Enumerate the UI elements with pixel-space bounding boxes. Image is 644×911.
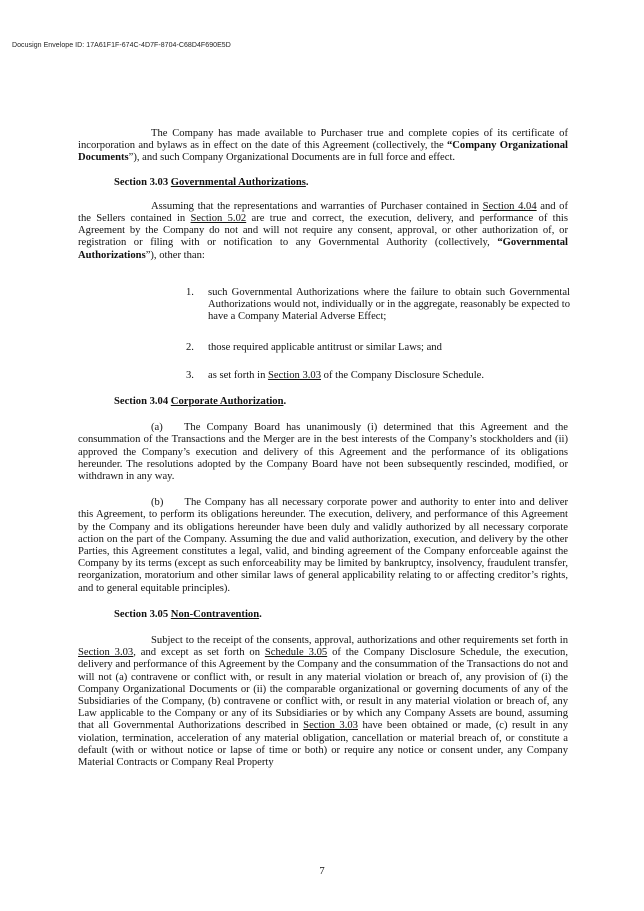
text-run: The Company has made available to Purchaser true and complete copies of its certificate of incorporation and bylaws as in effect on the date of this Agreement (collectively, the (78, 128, 568, 152)
text-run: are true and correct, the execution, delivery, and performance of this Agreement by the Company do not and will not require any consent, approval, or other authorization of, or registration or filing with or notification to any Governmental Authority (collectively, (78, 213, 568, 249)
text-run: , and except as set forth on (133, 647, 265, 659)
text-run: Assuming that the representations and warranties of Purchaser contained in (151, 200, 483, 212)
paragraph-non-contravention (78, 635, 568, 769)
list-number: 3. (186, 370, 194, 381)
list-number: 1. (186, 287, 194, 298)
defined-term: “Company Organizational Documents (78, 140, 568, 164)
text-run: . (283, 396, 287, 407)
paragraph-3-04-a: (a) The Company Board has unanimously (i) determined that this Agreement and the consummation of the Transactions and the Merger are in the best interests of the Company’s stockholders and (ii) approved the Company’s execution and delivery of this Agreement and the performance of its obligations hereunder. The resolutions adopted by the Company Board have not been subsequently rescinded, modified, or withdrawn in any way. (78, 422, 568, 483)
section-number: Section 3.04 (114, 396, 171, 407)
text-run: Subject to the receipt of the consents, approval, authorizations and other requirements set forth in (151, 635, 568, 647)
cross-reference: Section 3.03 (78, 647, 134, 659)
section-3-05-heading (78, 609, 568, 621)
text-run: ”), other than: (145, 249, 205, 261)
text-run: . (259, 608, 262, 620)
list-text: such Governmental Authorizations where the failure to obtain such Governmental Authorizations would not, individually or in the aggregate, reasonably be expected to have a Company Material Adverse Effect; (208, 287, 570, 323)
docusign-envelope-id: Docusign Envelope ID: 17A61F1F-674C-4D7F-8704-C68D4F690E5D (12, 42, 231, 49)
section-3-04-heading (78, 396, 568, 408)
paragraph-organizational-documents (78, 128, 568, 165)
list-item (186, 287, 570, 324)
page-number: 7 (319, 866, 325, 877)
list-item (186, 370, 570, 382)
list-text (208, 370, 570, 382)
text-run: . (305, 176, 309, 188)
section-title: Non-Contravention (170, 608, 260, 620)
page-body-continued (78, 396, 568, 769)
paragraph-governmental-authorizations (78, 201, 568, 262)
text-run: ”), and such Company Organizational Documents are in full force and effect. (128, 152, 456, 164)
section-3-03-heading (78, 177, 568, 189)
section-title: Governmental Authorizations (170, 176, 306, 188)
section-title: Corporate Authorization (170, 396, 284, 407)
cross-reference: Section 3.03 (268, 370, 321, 381)
text-run: as set forth in (208, 370, 269, 381)
cross-reference: Schedule 3.05 (264, 647, 328, 659)
text-run: of the Company Disclosure Schedule, the execution, delivery and performance of this Agreement by the Company and the consummation of the Transactions do not and will not (a) contravene or conflict with, or result in any material violation or breach of, any provision of (i) the Company Organizational Documents or (ii) the comparable organizational or governing documents of any of the Subsidiaries of the Company, (b) contravene or conflict with, or result in any material violation or breach of, any Law applicable to the Company or any of its Subsidiaries or by which any Company Assets are bound, assuming that all Governmental Authorizations described in (78, 647, 568, 732)
text-run: and of the Sellers contained in (78, 200, 569, 225)
cross-reference: Section 4.04 (482, 200, 537, 212)
list-number: 2. (186, 342, 194, 353)
section-number: Section 3.03 (114, 176, 171, 188)
list-item (186, 342, 570, 354)
cross-reference: Section 3.03 (303, 720, 358, 732)
text-run: have been obtained or made, (c) result in any violation, termination, acceleration of any material obligation, cancellation or material breach of, or constitute a default (with or without notice or lapse of time or both) or require any notice or consent under, any Company Material Contracts or Company Real Property (78, 720, 569, 769)
section-number: Section 3.05 (114, 608, 171, 620)
list-text: those required applicable antitrust or similar Laws; and (208, 342, 442, 353)
paragraph-3-04-b: (b) The Company has all necessary corporate power and authority to enter into and deliver this Agreement, to perform its obligations hereunder. The execution, delivery, and performance of this Agreement by the Company and its obligations hereunder have been duly and validly authorized by all necessary corporate action on the part of the Company. Assuming the due and valid authorization, execution, and delivery by the other Parties, this Agreement constitutes a legal, valid, and binding agreement of the Company enforceable against the Company by its terms (except as such enforceability may be limited by bankruptcy, insolvency, fraudulent transfer, reorganization, moratorium and other similar laws of general applicability relating to or affecting creditor’s rights, and to general equitable principles). (78, 497, 568, 594)
defined-term: “Governmental Authorizations (78, 237, 568, 261)
page-body (78, 128, 568, 262)
cross-reference: Section 5.02 (190, 213, 247, 225)
text-run: of the Company Disclosure Schedule. (321, 370, 484, 381)
